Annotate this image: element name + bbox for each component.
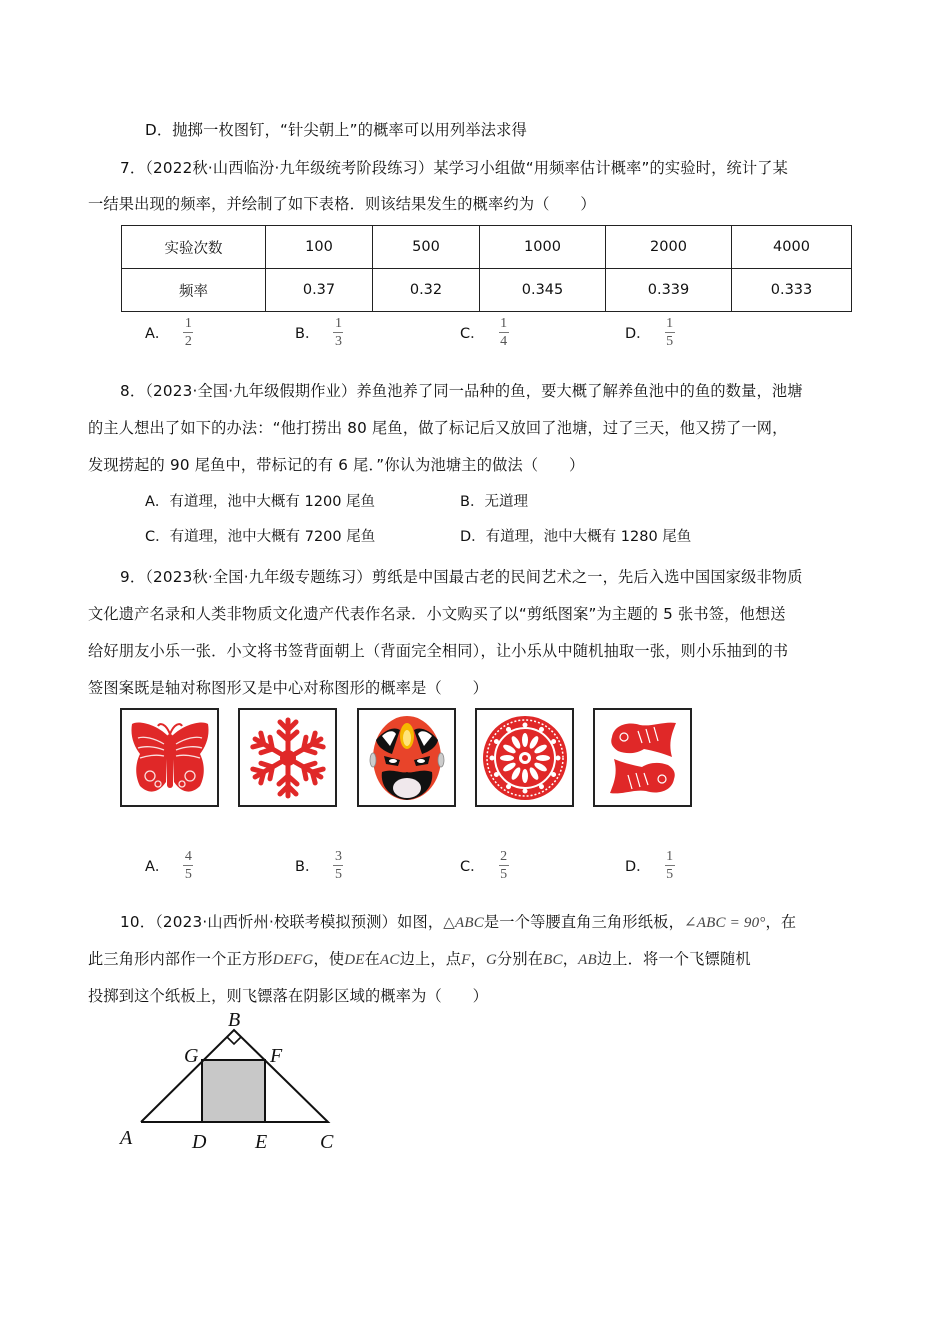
math-ac: AC (380, 952, 400, 968)
question-text: 在 (364, 950, 381, 968)
question-text: 是一个等腰直角三角形纸板， (483, 913, 684, 931)
question-text: 此三角形内部作一个正方形 (88, 950, 273, 968)
label-b: B (228, 1012, 241, 1031)
denominator: 5 (666, 867, 674, 882)
question-source: （2023秋·全国·九年级专题练习） (145, 568, 372, 586)
q8-option-a[interactable] (145, 490, 375, 511)
denominator: 5 (184, 867, 192, 882)
prev-question-option-d (145, 119, 527, 140)
table-cell: 2000 (606, 226, 732, 269)
fraction (665, 316, 675, 349)
question-9-line-4: 签图案既是轴对称图形又是中心对称图形的概率是（ ） (88, 679, 489, 697)
option-text: 有道理，池中大概有 1200 尾鱼 (169, 494, 376, 510)
q7-option-b[interactable] (295, 316, 343, 349)
denominator: 5 (666, 334, 674, 349)
question-source: （2022秋·山西临汾·九年级统考阶段练习） (145, 159, 434, 177)
fraction (183, 849, 193, 882)
opera-mask-icon (362, 712, 452, 804)
option-label: D． (625, 859, 651, 875)
math-triangle-abc: △ABC (443, 915, 484, 931)
math-g: G (485, 952, 497, 968)
opera-mask-image (357, 708, 456, 807)
q9-option-c[interactable] (460, 849, 509, 882)
fraction (499, 849, 509, 882)
question-text: 边上．将一个飞镖随机 (596, 950, 751, 968)
twin-fish-papercut-image (593, 708, 692, 807)
geometry-figure (112, 1012, 352, 1157)
denominator: 2 (184, 334, 192, 349)
option-label: D． (625, 326, 651, 342)
table-cell: 1000 (480, 226, 606, 269)
q9-option-d[interactable] (625, 849, 675, 882)
fraction-bar (665, 865, 675, 866)
denominator: 5 (500, 867, 508, 882)
denominator: 3 (334, 334, 342, 349)
fraction (183, 316, 193, 349)
math-bc: BC (543, 952, 563, 968)
butterfly-papercut-image (120, 708, 219, 807)
numerator: 1 (666, 316, 674, 331)
table-cell: 0.345 (480, 269, 606, 312)
numerator: 1 (500, 316, 508, 331)
question-text: 养鱼池养了同一品种的鱼，要大概了解养鱼池中的鱼的数量，池塘 (356, 382, 803, 400)
q8-option-c[interactable] (145, 525, 375, 546)
math-ab: AB (578, 952, 597, 968)
question-8-line-2: 的主人想出了如下的办法：“他打捞出 80 尾鱼，做了标记后又放回了池塘，过了三天，他又捞了一网， (88, 419, 788, 437)
option-text: 有道理，池中大概有 7200 尾鱼 (169, 529, 376, 545)
snowflake-papercut-image (238, 708, 337, 807)
option-label: A． (145, 494, 170, 510)
question-9-line-2: 文化遗产名录和人类非物质文化遗产代表作名录．小文购买了以“剪纸图案”为主题的 5 张书签，他想送 (88, 605, 786, 623)
option-text: 抛掷一枚图钉，“针尖朝上”的概率可以用列举法求得 (172, 121, 527, 139)
question-10-line-3: 投掷到这个纸板上，则飞镖落在阴影区域的概率为（ ） (88, 987, 489, 1005)
round-medallion-papercut-image (475, 708, 574, 807)
frequency-table (121, 225, 852, 312)
math-defg: DEFG (272, 952, 314, 968)
question-number: 7． (120, 159, 146, 177)
numerator: 1 (334, 316, 342, 331)
option-label: A． (145, 326, 170, 342)
table-cell: 100 (266, 226, 373, 269)
numerator: 2 (500, 849, 508, 864)
option-text: 无道理 (484, 494, 528, 510)
question-number: 9． (120, 568, 146, 586)
fraction-bar (333, 865, 343, 866)
question-9-line-3: 给好朋友小乐一张．小文将书签背面朝上（背面完全相同），让小乐从中随机抽取一张，则小乐抽到的书 (88, 642, 789, 660)
butterfly-icon (126, 714, 214, 802)
option-label: A． (145, 859, 170, 875)
question-10-line-1 (120, 911, 796, 932)
fraction-bar (183, 865, 193, 866)
question-text: ， (562, 950, 579, 968)
snowflake-icon (243, 713, 333, 803)
shaded-square-defg (202, 1060, 265, 1122)
question-number: 8． (120, 382, 146, 400)
table-cell: 500 (373, 226, 480, 269)
fraction-bar (183, 332, 193, 333)
right-angle-mark (227, 1037, 241, 1044)
fraction-bar (665, 332, 675, 333)
option-label: D． (145, 121, 173, 139)
table-cell: 0.32 (373, 269, 480, 312)
denominator: 4 (500, 334, 508, 349)
option-label: B． (295, 859, 320, 875)
question-text: 剪纸是中国最古老的民间艺术之一，先后入选中国国家级非物质 (371, 568, 803, 586)
option-label: C． (460, 859, 485, 875)
table-row (122, 269, 852, 312)
question-text: ，在 (765, 913, 797, 931)
question-8-line-3: 发现捞起的 90 尾鱼中，带标记的有 6 尾．”你认为池塘主的做法（ ） (88, 456, 585, 474)
q7-option-a[interactable] (145, 316, 193, 349)
label-d: D (192, 1131, 207, 1153)
table-cell: 0.333 (732, 269, 852, 312)
fraction-bar (333, 332, 343, 333)
question-source: （2023·全国·九年级假期作业） (145, 382, 357, 400)
fraction (665, 849, 675, 882)
option-text: 有道理，池中大概有 1280 尾鱼 (485, 529, 692, 545)
option-label: C． (145, 529, 170, 545)
option-label: B． (295, 326, 320, 342)
option-label: C． (460, 326, 485, 342)
q9-option-a[interactable] (145, 849, 193, 882)
fraction (499, 316, 509, 349)
table-cell: 4000 (732, 226, 852, 269)
question-source: （2023·山西忻州·校联考模拟预测） (155, 913, 398, 931)
question-number: 10． (120, 913, 156, 931)
numerator: 4 (184, 849, 192, 864)
label-e: E (255, 1131, 268, 1153)
question-text: ，使 (313, 950, 345, 968)
q8-option-d[interactable] (460, 525, 691, 546)
question-text: 如图， (397, 913, 444, 931)
question-9-line-1 (120, 566, 803, 587)
question-text: 某学习小组做“用频率估计概率”的实验时，统计了某 (433, 159, 789, 177)
fraction (333, 849, 343, 882)
question-8-line-1 (120, 380, 803, 401)
medallion-icon (480, 713, 570, 803)
question-text: 分别在 (496, 950, 544, 968)
twin-fish-icon (598, 713, 688, 803)
option-label: D． (460, 529, 486, 545)
table-cell: 0.37 (266, 269, 373, 312)
label-c: C (320, 1131, 334, 1153)
math-angle-abc: ∠ABC = 90° (683, 915, 766, 931)
label-a: A (120, 1127, 133, 1149)
numerator: 3 (334, 849, 342, 864)
q8-option-b[interactable] (460, 490, 528, 511)
fraction (333, 316, 343, 349)
math-de: DE (344, 952, 365, 968)
question-10-line-2 (88, 948, 751, 969)
option-label: B． (460, 494, 485, 510)
numerator: 1 (184, 316, 192, 331)
denominator: 5 (334, 867, 342, 882)
question-7-line-1 (120, 157, 788, 178)
row-header: 实验次数 (122, 226, 266, 269)
fraction-bar (499, 865, 509, 866)
table-cell: 0.339 (606, 269, 732, 312)
table-row (122, 226, 852, 269)
numerator: 1 (666, 849, 674, 864)
question-text: ， (470, 950, 486, 968)
triangle-square-diagram (112, 1012, 352, 1161)
math-f: F (461, 952, 471, 968)
fraction-bar (499, 332, 509, 333)
question-text: 边上，点 (399, 950, 462, 968)
q7-option-c[interactable] (460, 316, 509, 349)
label-g: G (184, 1045, 199, 1067)
question-7-line-2: 一结果出现的频率，并绘制了如下表格．则该结果发生的概率约为（ ） (88, 195, 596, 213)
row-header: 频率 (122, 269, 266, 312)
q9-option-b[interactable] (295, 849, 343, 882)
label-f: F (270, 1045, 283, 1067)
q7-option-d[interactable] (625, 316, 675, 349)
